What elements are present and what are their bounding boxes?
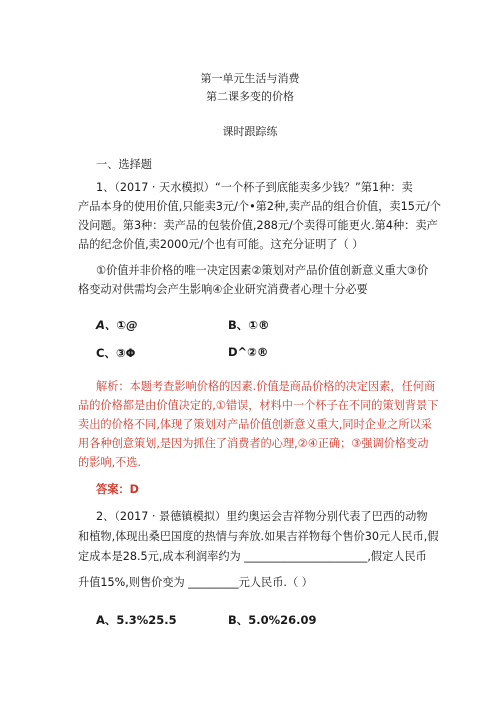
page-subtitle: 课时跟踪练 (222, 125, 278, 138)
unit-title: 第一单元生活与消费 (200, 72, 300, 85)
q1-analysis-line-4: 用各种创意策划,是因为抓住了消费者的心理,②④正确；③强调价格变动 (78, 437, 429, 450)
q2-line-2: 和植物,体现出桑巴国度的热情与奔放.如果吉祥物每个售价30元人民币,假 (78, 530, 439, 543)
q1-analysis-line-2: 品的价格都是由价值决定的,①错误，材料中一个杯子在不同的策划背景下 (78, 399, 439, 412)
q1-line-2: 产品本身的使用价值,只能卖3元/个•第2种,卖产品的组合价值，卖15元/个 (78, 200, 441, 213)
q1-line-3: 没问题。第3种：卖产品的包装价值,288元/个卖得可能更火.第4种：卖产 (78, 219, 438, 232)
q1-statement-1: ①价值并非价格的唯一决定因素②策划对产品价值创新意义重大③价 (96, 264, 429, 277)
q1-analysis-line-1: 解析：本题考查影响价格的因素.价值是商品价格的决定因素，任何商 (96, 380, 436, 393)
lesson-title: 第二课多变的价格 (206, 90, 294, 103)
section-heading: 一、选择题 (96, 158, 152, 171)
q1-option-a: A、①@ (96, 318, 138, 332)
q1-option-d: D^②® (228, 345, 269, 359)
q1-option-b: B、①® (228, 318, 270, 332)
q2-option-b: B、5.0%26.09 (228, 613, 317, 627)
q1-line-1: 1、（2017 · 天水模拟）“一个杯子到底能卖多少钱？”第1种：卖 (96, 181, 413, 194)
q1-line-4: 品的纪念价值,卖2000元/个也有可能。这充分证明了（ ） (78, 238, 364, 251)
q1-analysis-line-5: 的影响,不选. (78, 456, 142, 469)
q1-statement-2: 格变动对供需均会产生影响④企业研究消费者心理十分必要 (78, 283, 368, 296)
q1-option-c: C、③Φ (96, 346, 136, 360)
q2-line-1: 2、（2017 · 景德镇模拟）里约奥运会吉祥物分别代表了巴西的动物 (96, 510, 428, 523)
q2-option-a: A、5.3%25.5 (96, 613, 177, 627)
q1-analysis-line-3: 卖出的价格不同,体现了策划对产品价值创新意义重大,同时企业之所以采 (78, 418, 432, 431)
q2-line-4: 升值15%,则售价变为 _________元人民币.（ ） (78, 576, 313, 589)
q1-answer: 答案：D (96, 483, 139, 496)
q2-line-3: 定成本是28.5元,成本利润率约为 ______________________,假定人民币 (78, 550, 427, 563)
